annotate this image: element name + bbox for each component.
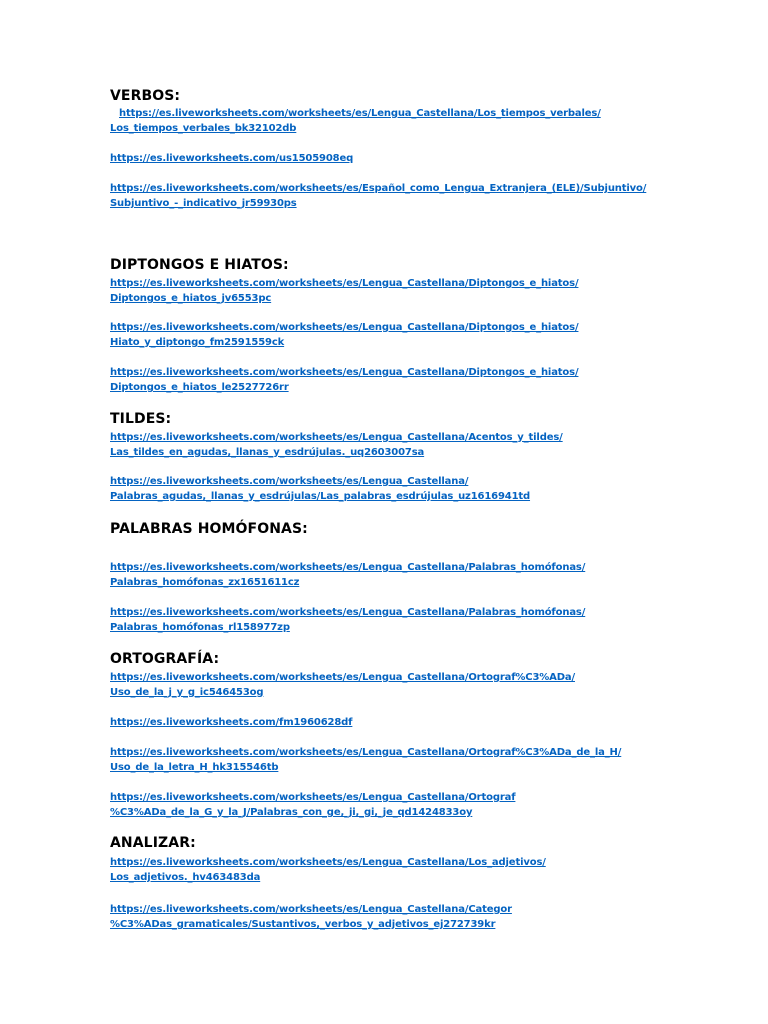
link-line: Hiato_y_diptongo_fm2591559ck	[110, 337, 285, 348]
link-line: https://es.liveworksheets.com/worksheets/es/Lengua_Castellana/Ortograf%C3%ADa/	[110, 672, 575, 683]
link-line: Diptongos_e_hiatos_jv6553pc	[110, 293, 272, 304]
link-line: https://es.liveworksheets.com/worksheets/es/Lengua_Castellana/Los_adjetivos/	[110, 857, 546, 868]
heading-diptongos: DIPTONGOS E HIATOS:	[110, 257, 289, 273]
link-line: https://es.liveworksheets.com/worksheets/es/Lengua_Castellana/	[110, 476, 469, 487]
link-verbos-2[interactable]	[110, 151, 353, 166]
link-diptongos-1[interactable]	[110, 276, 578, 306]
link-diptongos-3[interactable]	[110, 365, 578, 395]
link-line: https://es.liveworksheets.com/worksheets/es/Lengua_Castellana/Acentos_y_tildes/	[110, 432, 563, 443]
link-line: https://es.liveworksheets.com/worksheets/es/Lengua_Castellana/Ortograf%C3%ADa_de_la_H/	[110, 747, 622, 758]
link-analizar-1[interactable]	[110, 855, 546, 885]
link-ortografia-1[interactable]	[110, 670, 575, 700]
link-line: https://es.liveworksheets.com/worksheets/es/Lengua_Castellana/Palabras_homófonas/	[110, 607, 586, 618]
link-line: Diptongos_e_hiatos_le2527726rr	[110, 382, 289, 393]
heading-analizar: ANALIZAR:	[110, 835, 196, 851]
link-analizar-2[interactable]	[110, 902, 512, 932]
link-line: https://es.liveworksheets.com/worksheets/es/Lengua_Castellana/Diptongos_e_hiatos/	[110, 278, 579, 289]
link-line: Los_adjetivos._hv463483da	[110, 872, 261, 883]
link-line: https://es.liveworksheets.com/worksheets/es/Español_como_Lengua_Extranjera_(ELE)/Subjuntivo/	[110, 183, 647, 194]
link-tildes-2[interactable]	[110, 474, 530, 504]
link-line: https://es.liveworksheets.com/worksheets/es/Lengua_Castellana/Categor	[110, 904, 512, 915]
link-line: https://es.liveworksheets.com/fm1960628df	[110, 717, 353, 728]
link-homofonas-2[interactable]	[110, 605, 585, 635]
link-line: Palabras_agudas,_llanas_y_esdrújulas/Las_palabras_esdrújulas_uz1616941td	[110, 491, 531, 502]
link-line: https://es.liveworksheets.com/worksheets/es/Lengua_Castellana/Diptongos_e_hiatos/	[110, 322, 579, 333]
heading-ortografia: ORTOGRAFÍA:	[110, 651, 220, 667]
link-line: https://es.liveworksheets.com/us1505908eq	[110, 153, 354, 164]
link-verbos-1[interactable]	[110, 106, 601, 136]
link-ortografia-3[interactable]	[110, 745, 621, 775]
link-line: Uso_de_la_letra_H_hk315546tb	[110, 762, 279, 773]
link-ortografia-2[interactable]	[110, 715, 352, 730]
link-line: Palabras_homófonas_zx1651611cz	[110, 577, 300, 588]
link-line: Uso_de_la_j_y_g_ic546453og	[110, 687, 264, 698]
link-line: Subjuntivo_-_indicativo_jr59930ps	[110, 198, 297, 209]
link-homofonas-1[interactable]	[110, 560, 585, 590]
link-line: %C3%ADa_de_la_G_y_la_J/Palabras_con_ge,_ji,_gi,_je_qd1424833oy	[110, 807, 473, 818]
link-line: %C3%ADas_gramaticales/Sustantivos,_verbos_y_adjetivos_ej272739kr	[110, 919, 496, 930]
link-diptongos-2[interactable]	[110, 320, 578, 350]
link-line: Palabras_homófonas_rl158977zp	[110, 622, 290, 633]
heading-homofonas: PALABRAS HOMÓFONAS:	[110, 521, 308, 537]
link-line: https://es.liveworksheets.com/worksheets/es/Lengua_Castellana/Ortograf	[110, 792, 516, 803]
link-verbos-3[interactable]	[110, 181, 646, 211]
link-ortografia-4[interactable]	[110, 790, 515, 820]
link-line: Las_tildes_en_agudas,_llanas_y_esdrújulas._uq2603007sa	[110, 447, 425, 458]
link-line: https://es.liveworksheets.com/worksheets/es/Lengua_Castellana/Diptongos_e_hiatos/	[110, 367, 579, 378]
link-line: https://es.liveworksheets.com/worksheets/es/Lengua_Castellana/Los_tiempos_verbales/	[119, 108, 601, 119]
link-line: Los_tiempos_verbales_bk32102db	[110, 123, 297, 134]
link-tildes-1[interactable]	[110, 430, 563, 460]
heading-verbos: VERBOS:	[110, 88, 181, 104]
link-line: https://es.liveworksheets.com/worksheets/es/Lengua_Castellana/Palabras_homófonas/	[110, 562, 586, 573]
heading-tildes: TILDES:	[110, 411, 172, 427]
